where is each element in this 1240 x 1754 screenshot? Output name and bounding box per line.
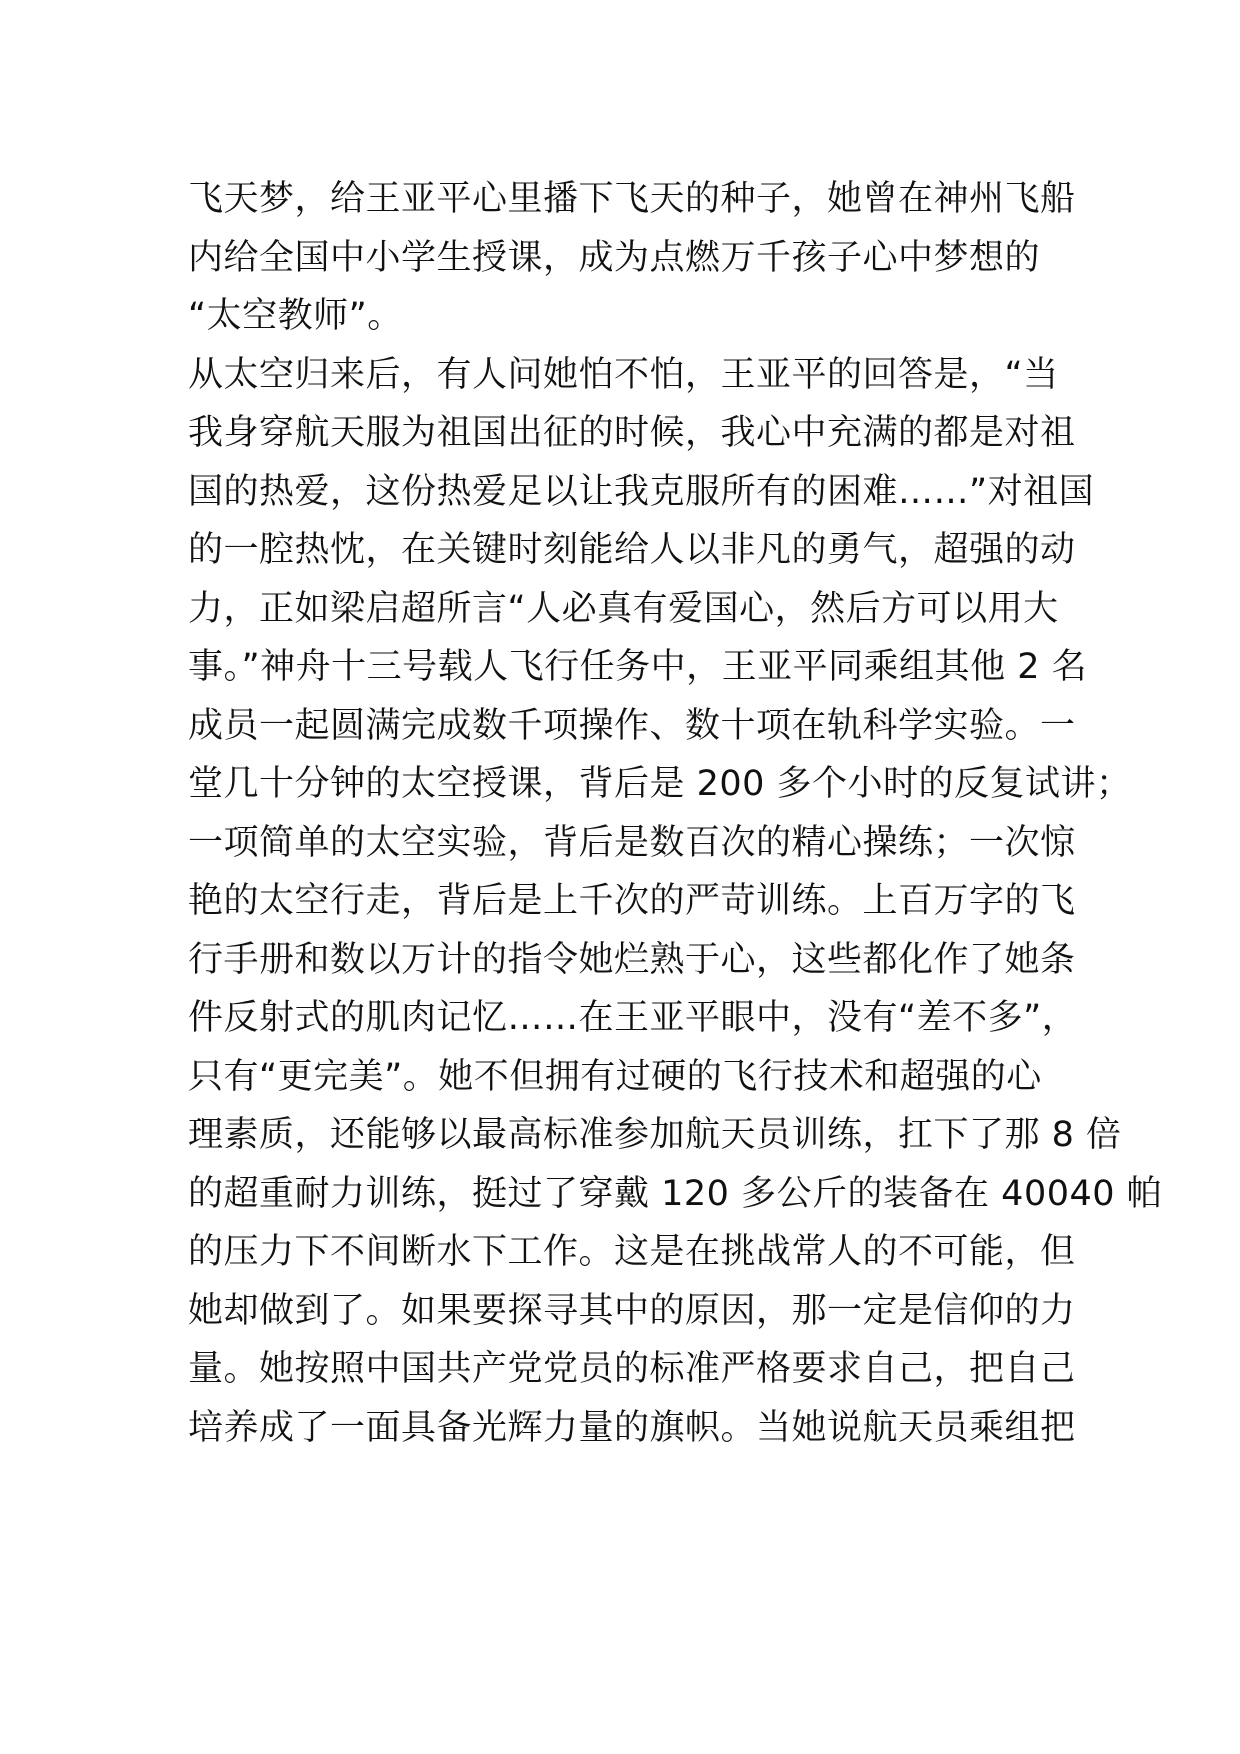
text-line: 飞天梦，给王亚平心里播下飞天的种子，她曾在神州飞船 [188,179,1076,219]
text-line: “太空教师”。 [188,296,403,336]
text-line: 的超重耐力训练，挺过了穿戴 120 多公斤的装备在 40040 帕 [188,1173,1163,1214]
text-line: 她却做到了。如果要探寻其中的原因，那一定是信仰的力 [188,1290,1076,1331]
text-line: 我身穿航天服为祖国出征的时候，我心中充满的都是对祖 [188,413,1076,453]
text-line: 成员一起圆满完成数千项操作、数十项在轨科学实验。一 [188,705,1076,746]
text-line: 培养成了一面具备光辉力量的旗帜。当她说航天员乘组把 [188,1407,1076,1448]
text-line: 艳的太空行走，背后是上千次的严苛训练。上百万字的飞 [188,881,1076,921]
text-line: 堂几十分钟的太空授课，背后是 200 多个小时的反复试讲； [188,764,1132,804]
text-line: 行手册和数以万计的指令她烂熟于心，这些都化作了她条 [188,939,1076,980]
text-line: 件反射式的肌肉记忆……在王亚平眼中，没有“差不多”， [188,998,1078,1038]
text-line: 内给全国中小学生授课，成为点燃万千孩子心中梦想的 [188,237,1041,278]
text-line: 国的热爱，这份热爱足以让我克服所有的困难……”对祖国 [188,471,1095,512]
text-line: 从太空归来后，有人问她怕不怕，王亚平的回答是，“当 [188,354,1059,395]
text-line: 事。”神舟十三号载人飞行任务中，王亚平同乘组其他 2 名 [188,647,1088,687]
text-line: 的压力下不间断水下工作。这是在挑战常人的不可能，但 [188,1232,1076,1272]
text-line: 只有“更完美”。她不但拥有过硬的飞行技术和超强的心 [188,1056,1042,1097]
text-line: 力，正如梁启超所言“人必真有爱国心，然后方可以用大 [188,588,1059,629]
body-text [188,170,1163,1457]
text-line: 量。她按照中国共产党党员的标准严格要求自己，把自己 [188,1349,1076,1389]
text-line: 一项简单的太空实验，背后是数百次的精心操练；一次惊 [188,822,1076,863]
text-line: 理素质，还能够以最高标准参加航天员训练，扛下了那 8 倍 [188,1115,1122,1155]
text-line: 的一腔热忱，在关键时刻能给人以非凡的勇气，超强的动 [188,530,1076,570]
